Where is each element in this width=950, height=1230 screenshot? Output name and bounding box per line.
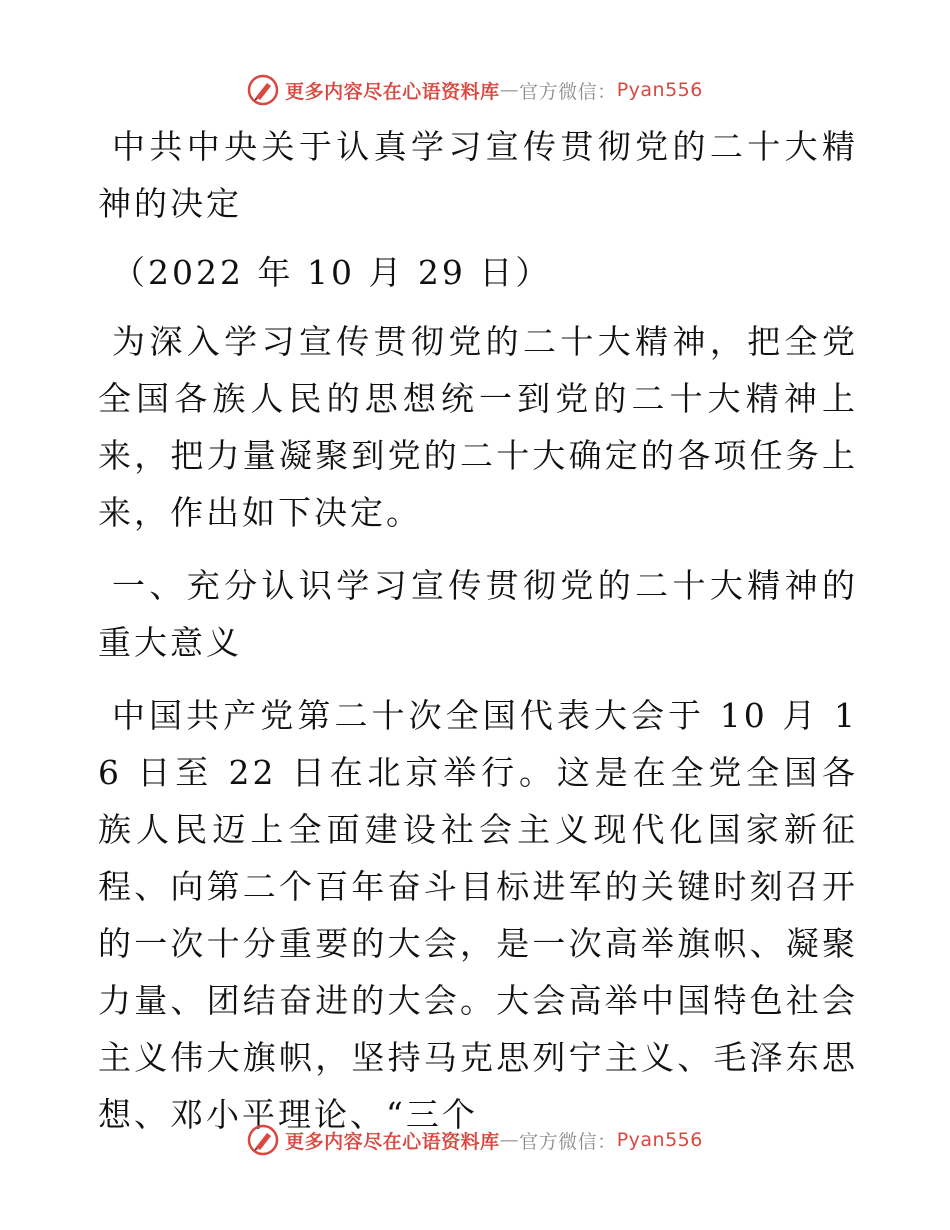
footer-watermark xyxy=(0,1122,950,1158)
watermark-label: 官方微信： xyxy=(519,1130,617,1153)
watermark-wechat-id: Pyan556 xyxy=(616,79,703,101)
document-title: 中共中央关于认真学习宣传贯彻党的二十大精神的决定 xyxy=(98,127,858,223)
watermark-separator: — xyxy=(499,1129,520,1151)
watermark-label: 官方微信： xyxy=(519,80,617,103)
pen-logo-icon xyxy=(247,74,279,106)
pen-logo-icon xyxy=(247,1124,279,1156)
watermark-text: 更多内容尽在心语资料库 xyxy=(285,1130,500,1153)
intro-paragraph: 为深入学习宣传贯彻党的二十大精神，把全党全国各族人民的思想统一到党的二十大精神上来，把力量凝聚到党的二十大确定的各项任务上来，作出如下决定。 xyxy=(98,322,858,532)
section-paragraph: 中国共产党第二十次全国代表大会于 10 月 16 日至 22 日在北京举行。这是在全党全国各族人民迈上全面建设社会主义现代化国家新征程、向第二个百年奋斗目标进军的关键时刻召开的一次十分重要的大会，是一次高举旗帜、凝聚力量、团结奋进的大会。大会高举中国特色社会主义伟大旗帜，坚持马克思列宁主义、毛泽东思想、邓小平理论、“三个 xyxy=(98,696,858,1134)
section-heading: 一、充分认识学习宣传贯彻党的二十大精神的重大意义 xyxy=(98,566,858,662)
watermark-wechat-id: Pyan556 xyxy=(616,1129,703,1151)
watermark-separator: — xyxy=(499,79,520,101)
document-date: （2022 年 10 月 29 日） xyxy=(112,253,552,292)
watermark-text: 更多内容尽在心语资料库 xyxy=(285,80,500,103)
header-watermark xyxy=(0,72,950,108)
document-body xyxy=(98,118,858,1143)
